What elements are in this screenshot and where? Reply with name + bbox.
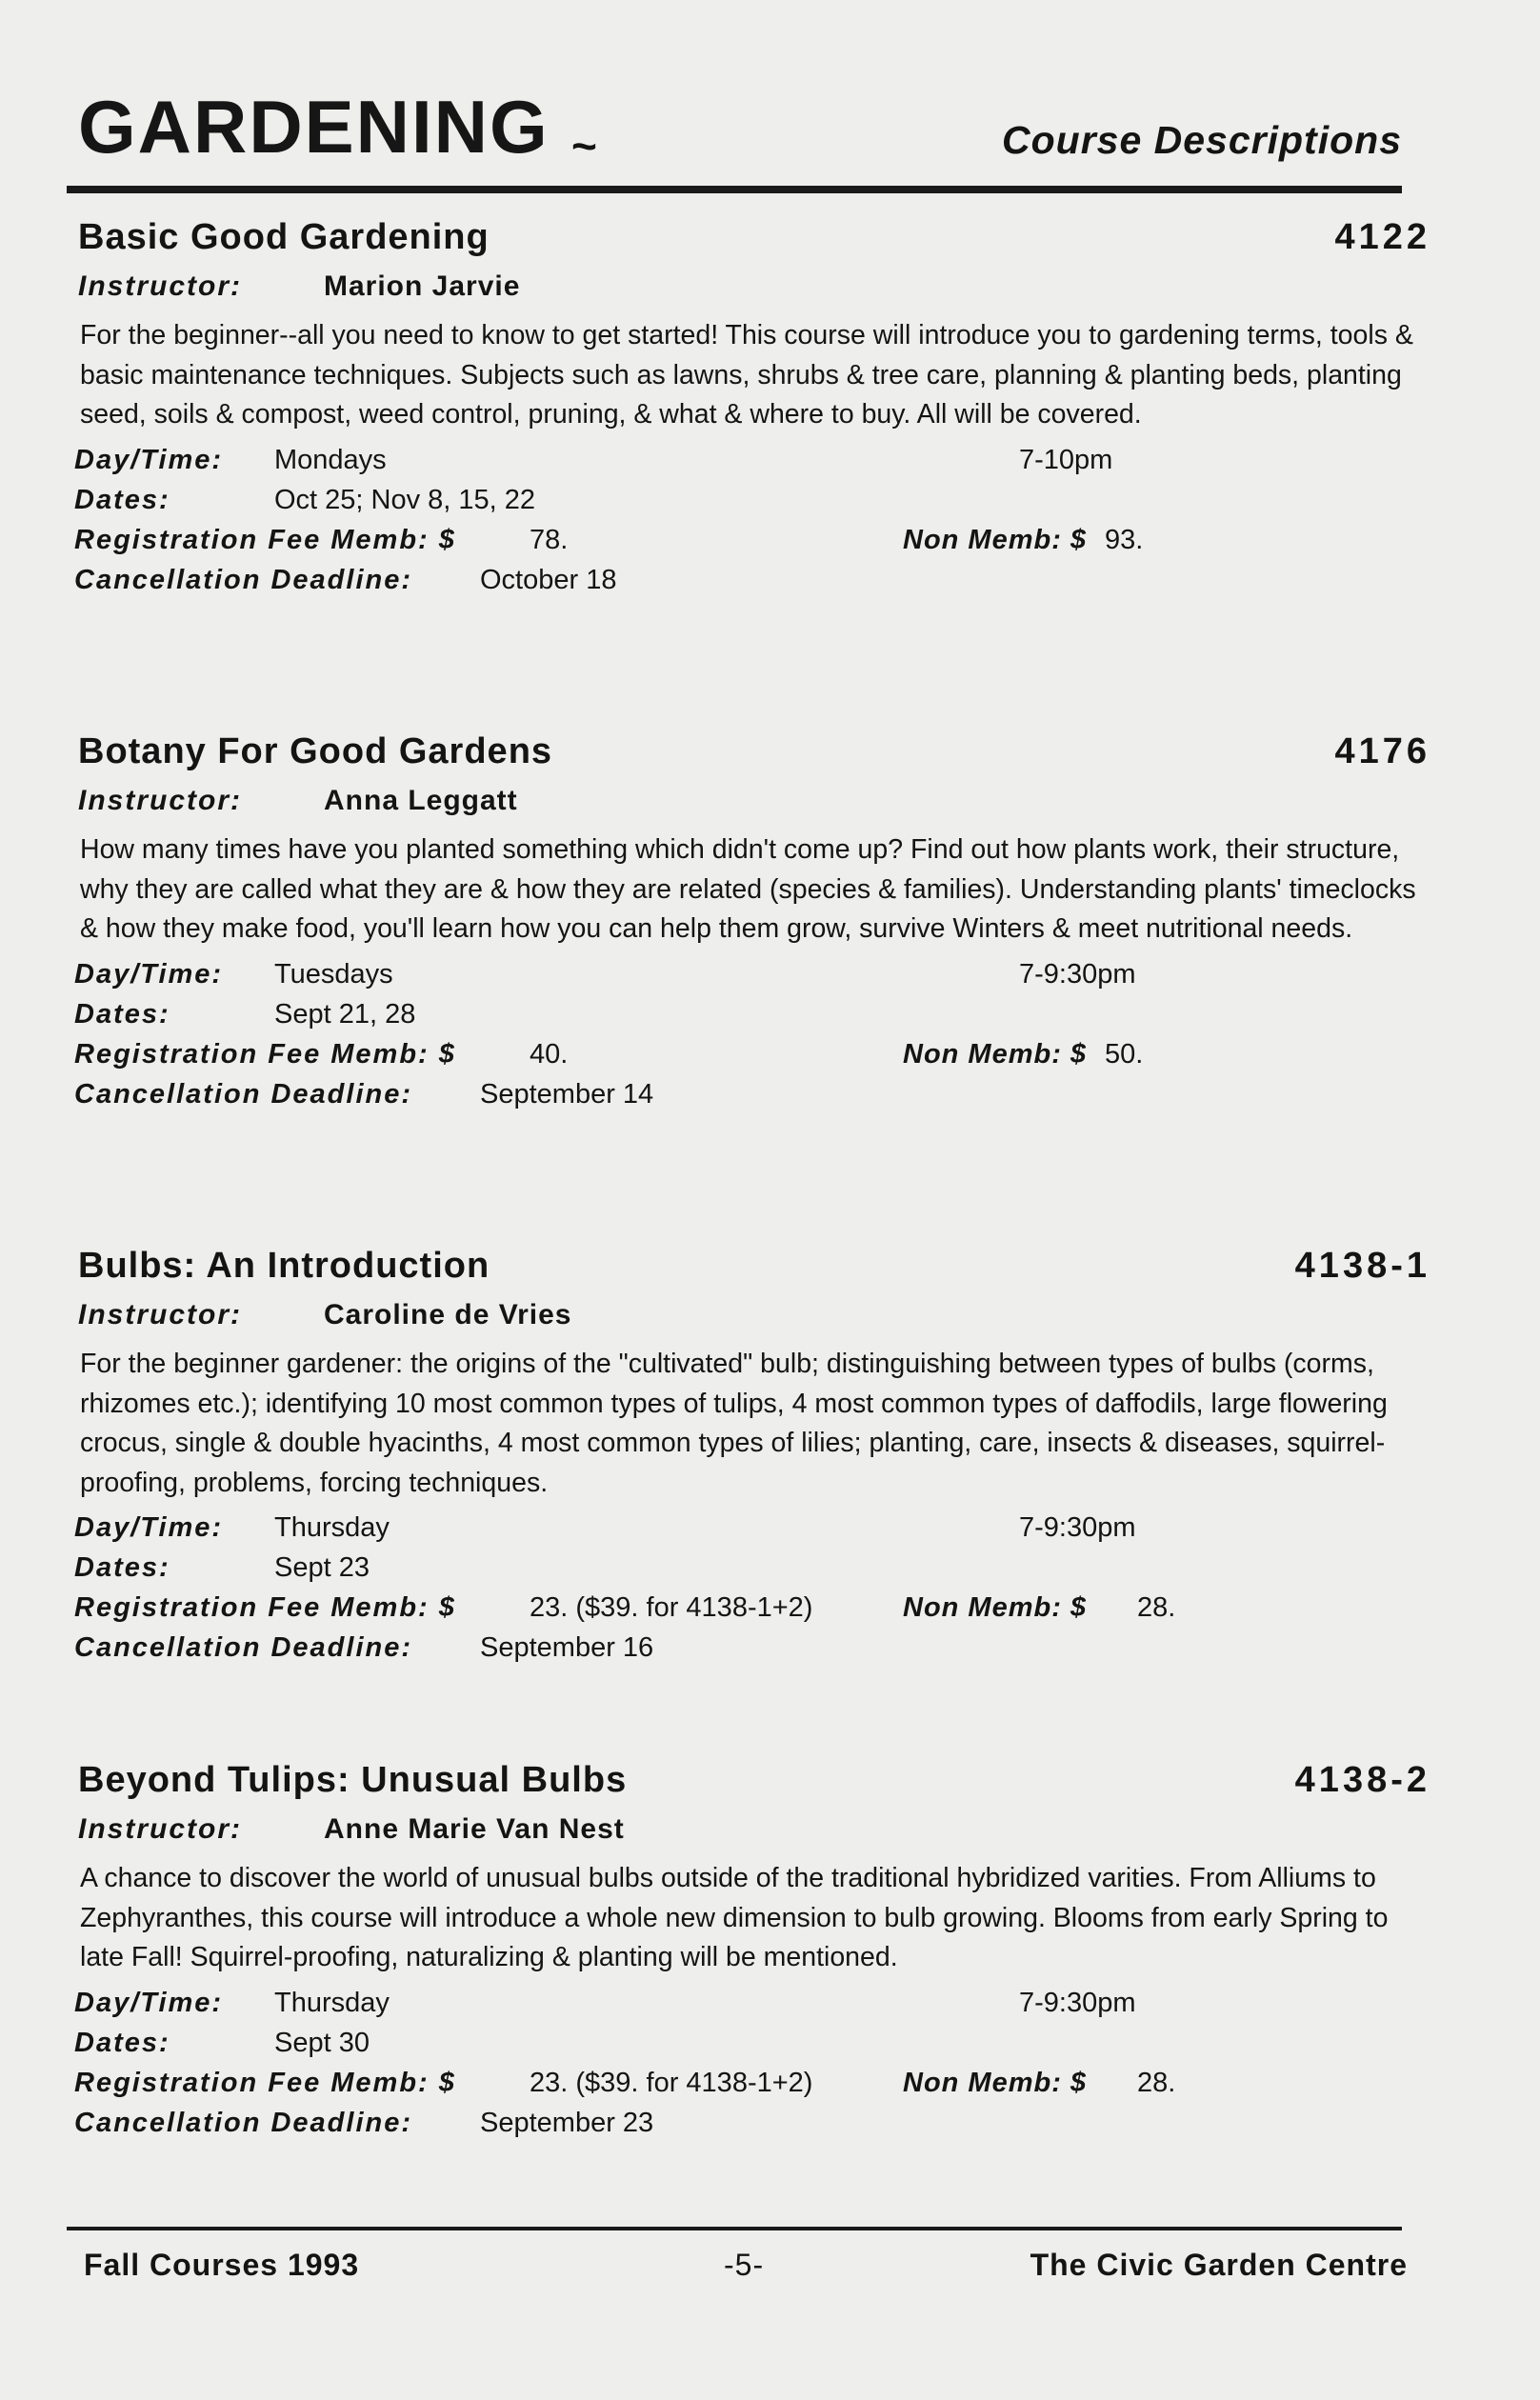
dates-label: Dates: [74, 1552, 170, 1583]
deadline-value: September 14 [480, 1078, 654, 1110]
instructor-label: Instructor: [78, 1299, 242, 1330]
dates-row [74, 993, 1430, 1033]
dates-value: Sept 21, 28 [274, 998, 416, 1030]
course-heading [78, 731, 1430, 781]
non-member-fee-value: 50. [1105, 1038, 1144, 1070]
day-time-label: Day/Time: [74, 1987, 224, 2018]
dates-row [74, 1547, 1430, 1587]
time-value: 7-10pm [1019, 444, 1113, 475]
non-member-label: Non Memb: $ [903, 2067, 1088, 2098]
course-entry [74, 217, 1430, 599]
footer-rule [67, 2227, 1402, 2230]
day-time-row [74, 953, 1430, 993]
non-member-label: Non Memb: $ [903, 524, 1088, 555]
time-value: 7-9:30pm [1019, 958, 1136, 990]
fee-row [74, 519, 1430, 559]
instructor-row [78, 1810, 1430, 1853]
instructor-name: Anne Marie Van Nest [324, 1813, 625, 1845]
course-title: Botany For Good Gardens [78, 731, 553, 771]
cancellation-label: Cancellation Deadline: [74, 564, 413, 595]
dates-value: Oct 25; Nov 8, 15, 22 [274, 484, 536, 515]
instructor-name: Marion Jarvie [324, 270, 521, 302]
course-title: Bulbs: An Introduction [78, 1246, 490, 1286]
course-description: For the beginner--all you need to know to get started! This course will introduce you to gardening terms, tools & basic maintenance techniques. Subjects such as lawns, shrubs & tree care, planning & planting beds, planting seed, soils & compost, weed control, pruning, & what & where to buy. All will be covered. [80, 320, 1413, 430]
non-member-fee-value: 28. [1137, 1592, 1176, 1623]
instructor-name: Caroline de Vries [324, 1299, 572, 1330]
registration-fee-label: Registration Fee Memb: $ [74, 524, 456, 555]
cancellation-row [74, 559, 1430, 599]
dates-label: Dates: [74, 484, 170, 515]
cancellation-label: Cancellation Deadline: [74, 1078, 413, 1110]
course-description: A chance to discover the world of unusual bulbs outside of the traditional hybridized varities. From Alliums to Zephyranthes, this course will introduce a whole new dimension to bulb growing. Blooms from early Spring to late Fall! Squirrel-proofing, naturalizing & planting will be mentioned. [80, 1863, 1389, 1972]
day-time-row [74, 1982, 1430, 2022]
cancellation-label: Cancellation Deadline: [74, 2107, 413, 2138]
registration-fee-label: Registration Fee Memb: $ [74, 1038, 456, 1070]
registration-fee-label: Registration Fee Memb: $ [74, 2067, 456, 2098]
page-subtitle: Course Descriptions [1002, 118, 1402, 162]
dates-row [74, 2022, 1430, 2062]
course-number: 4122 [1334, 217, 1430, 257]
day-time-label: Day/Time: [74, 958, 224, 990]
course-entry [74, 1760, 1430, 2142]
course-description: For the beginner gardener: the origins of the "cultivated" bulb; distinguishing between types of bulbs (corms, rhizomes etc.); identifying 10 most common types of tulips, 4 most common types of daffodils, large flowering crocus, single & double hyacinths, 4 most common types of lilies; planting, care, insects & diseases, squirrel-proofing, problems, forcing techniques. [80, 1349, 1388, 1498]
day-value: Thursday [274, 1987, 390, 2018]
page-header [78, 84, 1402, 189]
time-value: 7-9:30pm [1019, 1512, 1136, 1543]
non-member-label: Non Memb: $ [903, 1038, 1088, 1070]
day-value: Mondays [274, 444, 387, 475]
course-number: 4138-1 [1294, 1246, 1430, 1286]
non-member-label: Non Memb: $ [903, 1592, 1088, 1623]
instructor-row [78, 781, 1430, 825]
footer-organization: The Civic Garden Centre [1030, 2248, 1408, 2282]
day-time-row [74, 1507, 1430, 1547]
dates-label: Dates: [74, 998, 170, 1030]
page-number: -5- [724, 2248, 765, 2282]
deadline-value: October 18 [480, 564, 617, 595]
deadline-value: September 16 [480, 1632, 654, 1663]
course-heading [78, 1246, 1430, 1295]
member-fee-value: 23. ($39. for 4138-1+2) [530, 2067, 813, 2098]
time-value: 7-9:30pm [1019, 1987, 1136, 2018]
fee-row [74, 1587, 1430, 1627]
dates-row [74, 479, 1430, 519]
member-fee-value: 23. ($39. for 4138-1+2) [530, 1592, 813, 1623]
course-title: Basic Good Gardening [78, 217, 490, 257]
instructor-label: Instructor: [78, 270, 242, 302]
cancellation-label: Cancellation Deadline: [74, 1632, 413, 1663]
non-member-fee-value: 93. [1105, 524, 1144, 555]
course-title: Beyond Tulips: Unusual Bulbs [78, 1760, 628, 1800]
course-heading [78, 1760, 1430, 1810]
registration-fee-label: Registration Fee Memb: $ [74, 1592, 456, 1623]
cancellation-row [74, 1627, 1430, 1667]
day-time-row [74, 439, 1430, 479]
fee-row [74, 1033, 1430, 1073]
course-description: How many times have you planted something which didn't come up? Find out how plants work, their structure, why they are called what they are & how they are related (species & families). Understanding plants' timeclocks & how they make food, you'll learn how you can help them grow, survive Winters & meet nutritional needs. [80, 834, 1416, 944]
course-entry [74, 1246, 1430, 1667]
day-value: Tuesdays [274, 958, 393, 990]
instructor-label: Instructor: [78, 1813, 242, 1845]
cancellation-row [74, 2102, 1430, 2142]
instructor-row [78, 1295, 1430, 1339]
deadline-value: September 23 [480, 2107, 654, 2138]
title-separator: ~ [571, 121, 597, 170]
instructor-name: Anna Leggatt [324, 785, 518, 816]
day-value: Thursday [274, 1512, 390, 1543]
course-number: 4176 [1334, 731, 1430, 771]
member-fee-value: 40. [530, 1038, 569, 1070]
course-heading [78, 217, 1430, 267]
instructor-label: Instructor: [78, 785, 242, 816]
course-entry [74, 731, 1430, 1113]
dates-value: Sept 30 [274, 2027, 370, 2058]
day-time-label: Day/Time: [74, 444, 224, 475]
day-time-label: Day/Time: [74, 1512, 224, 1543]
page-title: GARDENING [78, 85, 550, 169]
dates-label: Dates: [74, 2027, 170, 2058]
cancellation-row [74, 1073, 1430, 1113]
member-fee-value: 78. [530, 524, 569, 555]
footer-season: Fall Courses 1993 [84, 2248, 360, 2282]
dates-value: Sept 23 [274, 1552, 370, 1583]
non-member-fee-value: 28. [1137, 2067, 1176, 2098]
fee-row [74, 2062, 1430, 2102]
course-number: 4138-2 [1294, 1760, 1430, 1800]
instructor-row [78, 267, 1430, 310]
header-rule [67, 186, 1402, 193]
